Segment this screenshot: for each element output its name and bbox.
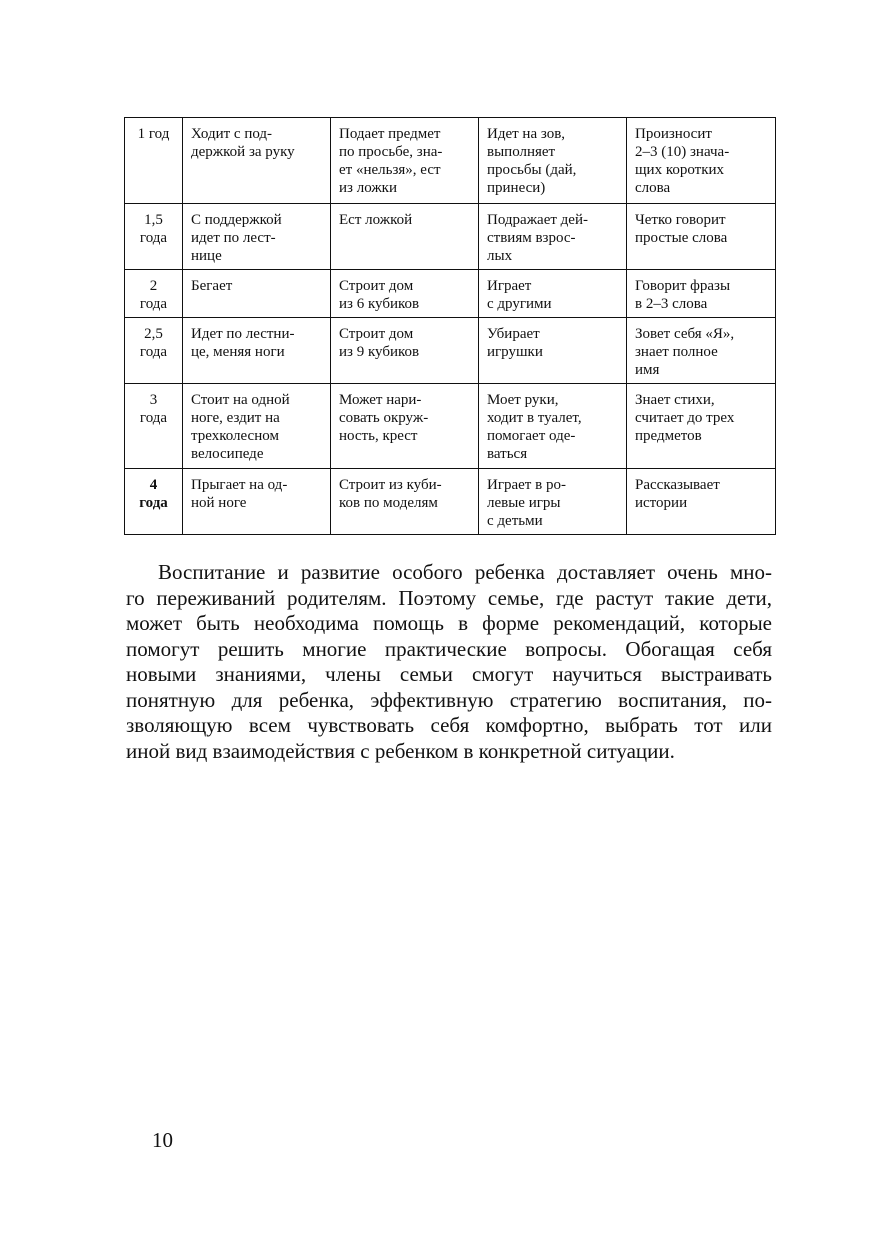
milestone-cell-line: Строит дом [339, 326, 414, 342]
milestone-cell-line: знает полное [635, 344, 718, 360]
milestone-cell-line: Рассказывает [635, 477, 720, 493]
paragraph-line: помогут решить многие практические вопросы. Обогащая себя [126, 636, 772, 661]
milestone-cell-line: принеси) [487, 180, 546, 196]
milestone-cell-line: трехколесном [191, 428, 279, 444]
table-row [125, 384, 776, 469]
age-cell-line: года [139, 296, 168, 312]
age-cell-line: 1 год [137, 126, 170, 142]
milestone-cell-line: ваться [487, 446, 528, 462]
milestone-cell-line: щих коротких [635, 162, 725, 178]
age-cell-line: 3 [149, 392, 158, 408]
milestone-cell [183, 204, 331, 270]
milestone-cell-line: просьбы (дай, [487, 162, 577, 178]
age-cell [125, 318, 183, 384]
milestone-cell-line: Произносит [635, 126, 712, 142]
milestone-cell [479, 469, 627, 535]
table-row [125, 204, 776, 270]
milestone-cell-line: ходит в туалет, [487, 410, 582, 426]
milestone-cell-line: Четко говорит [635, 212, 726, 228]
milestone-cell-line: С поддержкой [191, 212, 282, 228]
milestone-cell [183, 270, 331, 318]
milestone-cell-line: ствиям взрос- [487, 230, 576, 246]
age-cell-line: 2 [149, 278, 158, 294]
milestone-cell-line: Говорит фразы [635, 278, 731, 294]
milestone-cell-line: Моет руки, [487, 392, 559, 408]
milestone-cell-line: лых [487, 248, 513, 264]
milestone-cell [331, 204, 479, 270]
milestone-cell-line: нице [191, 248, 222, 264]
milestone-cell-line: Знает стихи, [635, 392, 715, 408]
milestone-cell-line: простые слова [635, 230, 728, 246]
milestone-cell-line: идет по лест- [191, 230, 276, 246]
milestone-cell-line: Зовет себя «Я», [635, 326, 735, 342]
paragraph-line: зволяющую всем чувствовать себя комфортно, выбрать тот или [126, 713, 772, 737]
age-cell-line: года [139, 344, 168, 360]
body-paragraph [126, 560, 772, 764]
milestone-cell-line: ков по моделям [339, 495, 438, 511]
milestone-cell-line: игрушки [487, 344, 543, 360]
milestone-cell-line: Ест ложкой [339, 212, 413, 228]
milestone-cell-line: Играет [487, 278, 532, 294]
milestone-cell-line: Подает предмет [339, 126, 441, 142]
milestone-cell-line: выполняет [487, 144, 556, 160]
milestone-cell [479, 204, 627, 270]
milestone-cell [183, 384, 331, 469]
milestone-cell-line: Идет по лестни- [191, 326, 295, 342]
paragraph-line: Воспитание и развитие особого ребенка доставляет очень мно- [158, 560, 772, 584]
milestone-cell [331, 469, 479, 535]
age-cell-line: 1,5 [144, 212, 163, 228]
milestone-cell-line: из 6 кубиков [339, 296, 420, 312]
milestone-cell-line: по просьбе, зна- [339, 144, 443, 160]
milestone-cell-line: це, меняя ноги [191, 344, 285, 360]
milestone-cell [627, 469, 776, 535]
paragraph-line: понятную для ребенка, эффективную стратегию воспитания, по- [126, 687, 772, 712]
milestone-cell [479, 318, 627, 384]
milestone-cell-line: Идет на зов, [487, 126, 566, 142]
milestone-cell-line: Может нари- [339, 392, 422, 408]
milestone-cell-line: помогает оде- [487, 428, 576, 444]
milestone-cell-line: держкой за руку [191, 144, 295, 160]
age-cell-line: 4 [149, 477, 158, 493]
milestone-cell-line: Убирает [487, 326, 540, 342]
milestone-cell-line: Ходит с под- [191, 126, 273, 142]
milestone-cell-line: ной ноге [191, 495, 247, 511]
milestone-cell [627, 204, 776, 270]
milestone-cell [331, 318, 479, 384]
milestone-cell [627, 270, 776, 318]
milestone-cell [479, 118, 627, 204]
milestone-cell [183, 118, 331, 204]
milestone-cell [627, 318, 776, 384]
milestone-cell-line: велосипеде [191, 446, 264, 462]
table-row [125, 318, 776, 384]
milestone-cell [479, 384, 627, 469]
paragraph-line: новыми знаниями, члены семьи смогут научиться выстраивать [126, 662, 772, 686]
age-cell-line: 2,5 [144, 326, 163, 342]
milestone-cell-line: Прыгает на од- [191, 477, 288, 493]
milestone-cell-line: Бегает [191, 278, 233, 294]
table-row [125, 469, 776, 535]
milestone-cell [183, 318, 331, 384]
age-cell [125, 270, 183, 318]
milestone-cell-line: 2–3 (10) знача- [635, 144, 730, 160]
milestone-cell [183, 469, 331, 535]
milestone-cell-line: из 9 кубиков [339, 344, 420, 360]
page-number: 10 [152, 1128, 173, 1152]
table-row [125, 270, 776, 318]
milestone-cell-line: Строит дом [339, 278, 414, 294]
milestone-cell [627, 384, 776, 469]
milestone-cell-line: в 2–3 слова [635, 296, 708, 312]
paragraph-line: иной вид взаимодействия с ребенком в конкретной ситуации. [126, 738, 675, 763]
milestone-cell-line: Играет в ро- [487, 477, 566, 493]
age-cell [125, 204, 183, 270]
milestone-cell-line: совать окруж- [339, 410, 429, 426]
paragraph-line: го переживаний родителям. Поэтому семье, где растут такие дети, [126, 585, 772, 610]
table-row [125, 118, 776, 204]
milestone-cell-line: с детьми [487, 513, 543, 529]
age-cell-line: года [139, 495, 168, 511]
paragraph-line: может быть необходима помощь в форме рекомендаций, которые [126, 611, 772, 635]
milestone-cell-line: слова [635, 180, 671, 196]
age-cell [125, 118, 183, 204]
milestone-cell-line: Подражает дей- [487, 212, 588, 228]
milestone-cell-line: истории [635, 495, 688, 511]
milestone-cell-line: ет «нельзя», ест [339, 162, 441, 178]
milestone-cell-line: левые игры [487, 495, 561, 511]
milestone-cell [331, 384, 479, 469]
milestone-cell-line: с другими [487, 296, 552, 312]
milestone-cell-line: предметов [635, 428, 702, 444]
milestone-cell-line: из ложки [339, 180, 397, 196]
milestone-cell-line: считает до трех [635, 410, 735, 426]
milestone-cell [627, 118, 776, 204]
age-cell-line: года [139, 410, 168, 426]
age-cell [125, 384, 183, 469]
milestone-cell-line: имя [635, 362, 660, 378]
milestone-cell-line: ноге, ездит на [191, 410, 280, 426]
milestone-cell-line: ность, крест [339, 428, 418, 444]
development-milestones-table [124, 117, 776, 535]
milestone-cell [479, 270, 627, 318]
age-cell-line: года [139, 230, 168, 246]
age-cell [125, 469, 183, 535]
milestone-cell [331, 118, 479, 204]
table-body [125, 118, 776, 535]
milestone-cell [331, 270, 479, 318]
milestone-cell-line: Стоит на одной [191, 392, 290, 408]
milestone-cell-line: Строит из куби- [339, 477, 442, 493]
